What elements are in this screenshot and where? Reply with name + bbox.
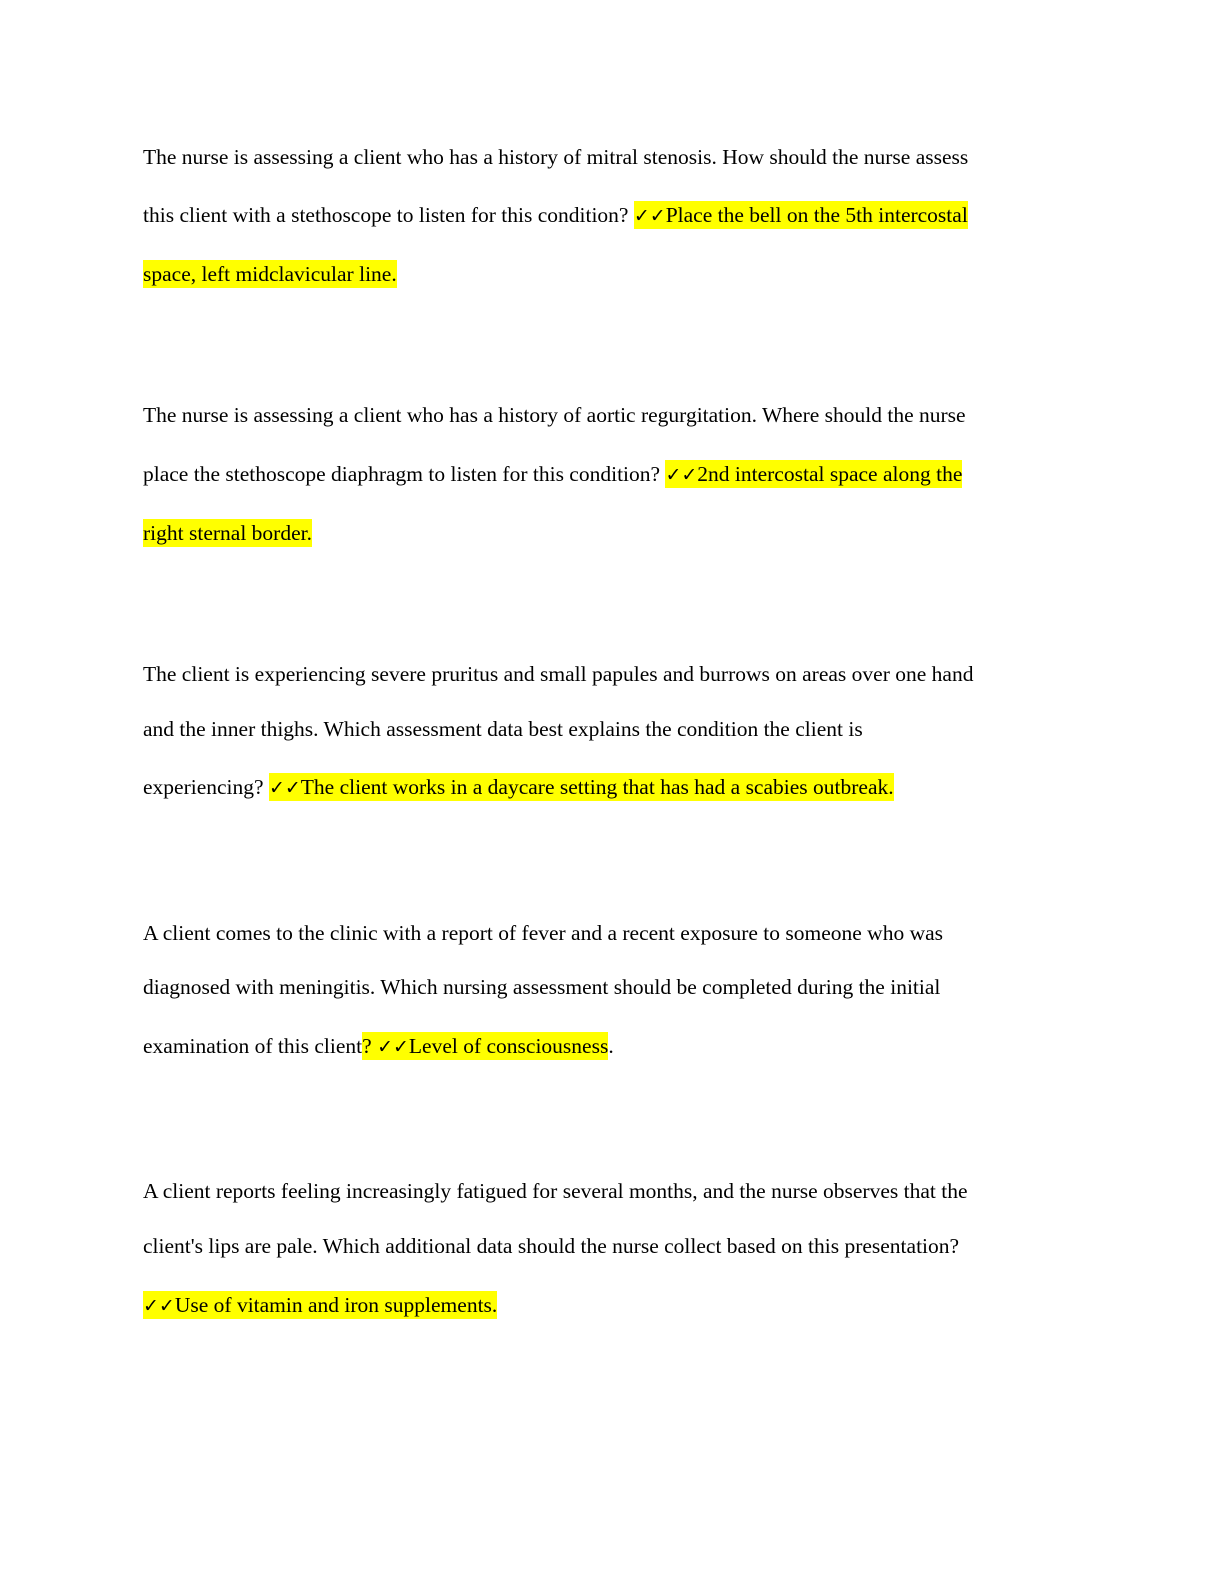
question-2-line-1: The nurse is assessing a client who has a history of aortic regurgitation. Where should the nurse	[143, 403, 966, 427]
question-2-line-2	[143, 459, 962, 490]
question-3-line-3	[143, 772, 894, 803]
question-5-line-2: client's lips are pale. Which additional data should the nurse collect based on this presentation?	[143, 1234, 960, 1258]
answer-2-text: 2nd intercostal space along the	[697, 462, 963, 486]
check-mark-icon: ✓✓	[143, 1295, 175, 1317]
check-mark-icon: ✓✓	[268, 777, 301, 799]
question-3-text: experiencing?	[143, 775, 269, 799]
answer-5-text: Use of vitamin and iron supplements.	[174, 1293, 498, 1317]
answer-2-highlight	[665, 460, 962, 488]
check-mark-icon: ✓✓	[665, 464, 698, 486]
question-1-text: this client with a stethoscope to listen for this condition?	[143, 203, 634, 227]
answer-1-continued: space, left midclavicular line.	[143, 262, 397, 286]
question-1-line-3	[143, 259, 397, 289]
question-2-line-3	[143, 518, 312, 548]
check-mark-icon: ✓✓	[633, 205, 666, 227]
answer-1-text: Place the bell on the 5th intercostal	[665, 203, 968, 227]
question-1-line-1: The nurse is assessing a client who has a history of mitral stenosis. How should the nurse assess	[143, 145, 969, 169]
question-5-line-3	[143, 1290, 497, 1321]
question-4-line-3	[143, 1031, 614, 1062]
answer-4-trailing: .	[608, 1034, 614, 1058]
question-5-line-1: A client reports feeling increasingly fatigued for several months, and the nurse observes that the	[143, 1179, 968, 1203]
question-1-line-2	[143, 200, 968, 231]
question-4-line-1: A client comes to the clinic with a report of fever and a recent exposure to someone who was	[143, 921, 944, 945]
answer-4-highlight	[362, 1032, 608, 1060]
answer-5-highlight	[143, 1291, 497, 1319]
answer-2-continued: right sternal border.	[143, 521, 312, 545]
answer-4-text: Level of consciousness	[408, 1034, 609, 1058]
answer-1-highlight	[634, 201, 968, 229]
answer-3-text: The client works in a daycare setting that has had a scabies outbreak.	[300, 775, 894, 799]
question-2-text: place the stethoscope diaphragm to listen for this condition?	[143, 462, 666, 486]
check-mark-icon: ✓✓	[377, 1036, 409, 1058]
answer-3-highlight	[269, 773, 894, 801]
question-3-line-1: The client is experiencing severe pruritus and small papules and burrows on areas over one hand	[143, 662, 974, 686]
question-3-line-2: and the inner thighs. Which assessment data best explains the condition the client is	[143, 717, 863, 741]
question-4-text: examination of this client	[143, 1034, 363, 1058]
answer-4-question-mark: ?	[362, 1034, 378, 1058]
question-4-line-2: diagnosed with meningitis. Which nursing assessment should be completed during the initial	[143, 975, 941, 999]
